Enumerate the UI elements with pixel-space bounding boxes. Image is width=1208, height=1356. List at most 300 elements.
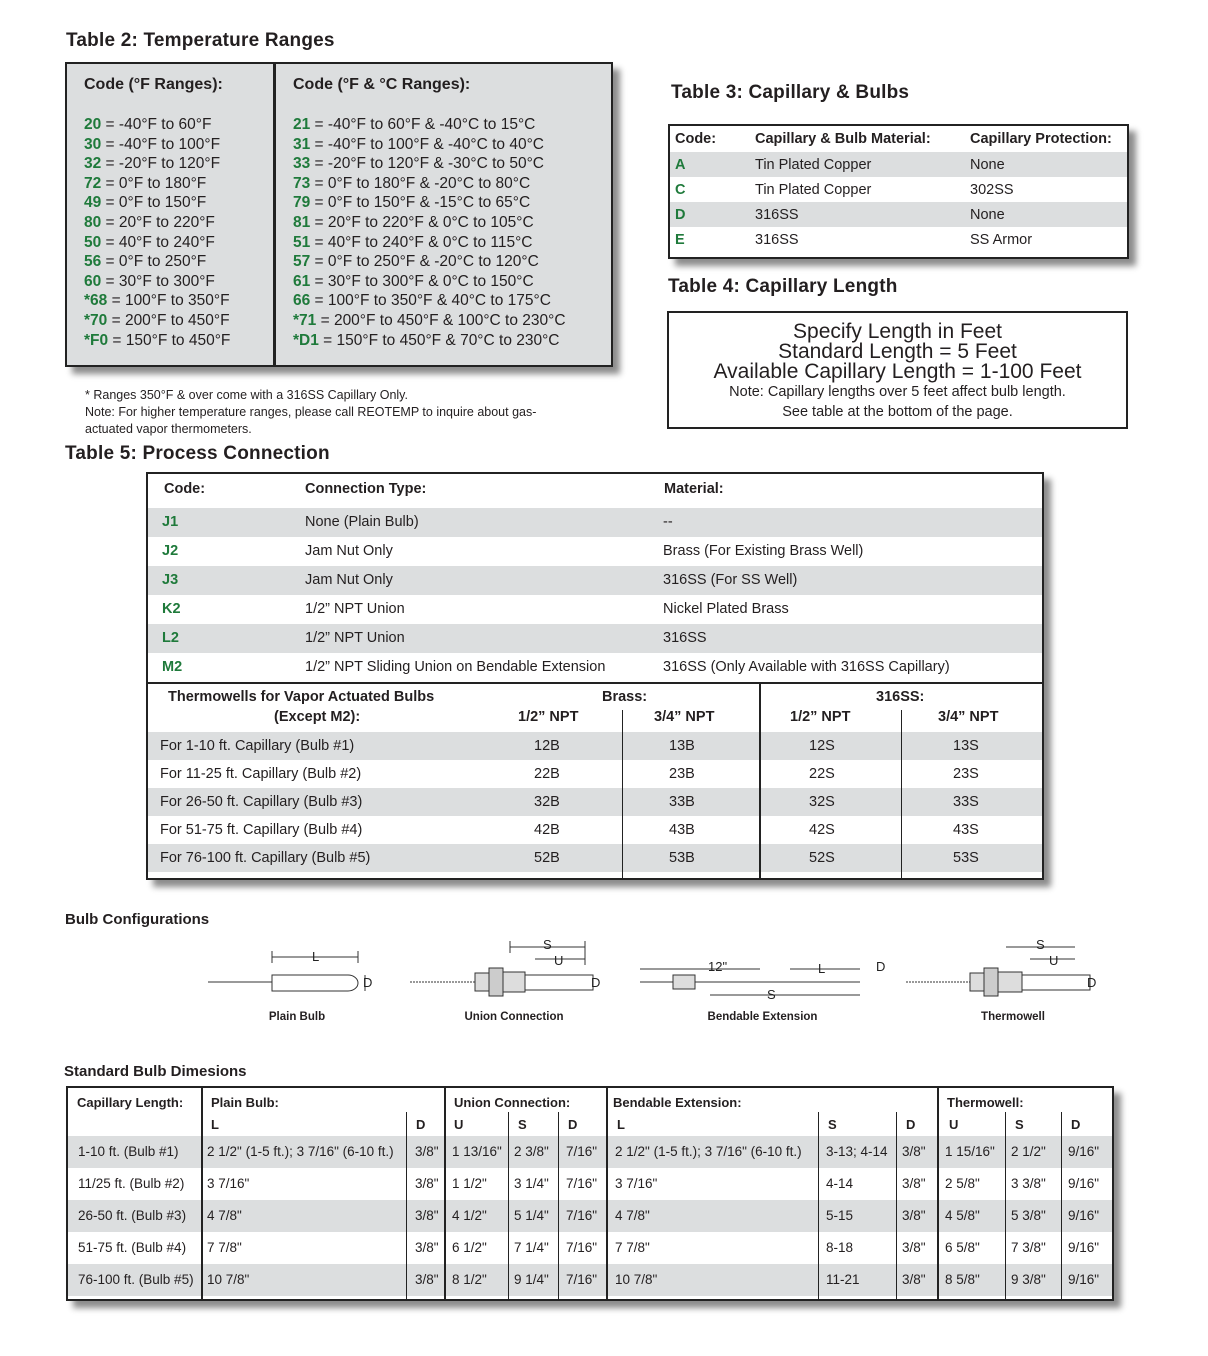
ss-3q-value: 43S [953, 822, 979, 838]
dim-twU: 8 5/8" [945, 1272, 980, 1287]
connection-row [148, 566, 1042, 595]
range-code: 81 [293, 213, 311, 231]
temperature-ranges-table [65, 62, 613, 367]
std-divider-be2 [896, 1112, 897, 1299]
union-U: U [554, 953, 564, 968]
connection-type: 1/2” NPT Sliding Union on Bendable Extension [305, 659, 606, 675]
capillary-row [670, 177, 1127, 202]
range-text: = 150°F to 450°F & 70°C to 230°C [318, 331, 560, 349]
table3-header-protection: Capillary Protection: [970, 131, 1112, 147]
range-text: = 150°F to 450°F [108, 331, 231, 349]
range-code: *F0 [84, 331, 109, 349]
capillary-protection: None [965, 152, 1127, 177]
capillary-length-box [667, 311, 1128, 429]
range-row [84, 331, 230, 351]
length-line3: Available Capillary Length = 1-100 Feet [713, 360, 1082, 383]
thermowell-subtitle: (Except M2): [274, 709, 361, 725]
range-code: 80 [84, 213, 102, 231]
dim-twD: 9/16" [1068, 1272, 1100, 1287]
range-text: = 30°F to 300°F [101, 272, 215, 290]
range-code: 49 [84, 194, 102, 212]
range-code: 73 [293, 174, 311, 192]
range-text: = 20°F to 220°F [101, 213, 215, 231]
range-row [84, 233, 230, 253]
capillary-row [670, 227, 1127, 252]
ss-label: 316SS: [876, 689, 925, 705]
range-code: 60 [84, 272, 102, 290]
dimension-row [68, 1168, 1112, 1200]
range-text: = -40°F to 60°F & -40°C to 15°C [310, 116, 536, 133]
connection-code: J3 [162, 572, 179, 588]
range-code: 30 [84, 135, 102, 153]
table5-header-material: Material: [664, 481, 724, 497]
union-connection-label: Union Connection [464, 1011, 564, 1023]
range-text: = 200°F to 450°F & 100°C to 230°C [316, 311, 566, 329]
std-divider-tw1 [1005, 1112, 1006, 1299]
range-code: 32 [84, 155, 102, 173]
dim-twD: 9/16" [1068, 1240, 1100, 1255]
dim-len: 11/25 ft. (Bulb #2) [78, 1176, 185, 1191]
brass-half-value: 52B [534, 850, 560, 866]
thermowell-row [148, 816, 1042, 844]
thermowell-row [148, 760, 1042, 788]
connection-type: Jam Nut Only [305, 572, 393, 588]
table3-header-code: Code: [675, 131, 717, 147]
range-code: 56 [84, 253, 102, 271]
range-row [293, 252, 566, 272]
dim-twD: 9/16" [1068, 1176, 1100, 1191]
std-header-thermowell: Thermowell: [947, 1095, 1024, 1110]
ss-3q-value: 33S [953, 794, 979, 810]
range-code: *70 [84, 311, 108, 329]
range-text: = -20°F to 120°F & -30°C to 50°C [310, 155, 544, 173]
range-row [293, 213, 566, 233]
capillary-material: Tin Plated Copper [750, 152, 965, 177]
dim-ucD: 7/16" [566, 1144, 598, 1159]
dim-ucU: 1 13/16" [452, 1144, 502, 1159]
table3-title: Table 3: Capillary & Bulbs [671, 82, 910, 103]
dim-pbL: 3 7/16" [207, 1176, 250, 1191]
range-text: = 20°F to 220°F & 0°C to 105°C [310, 213, 534, 231]
range-row [84, 154, 230, 174]
std-header-bendable: Bendable Extension: [613, 1095, 742, 1110]
std-divider-pb [406, 1112, 407, 1299]
dim-pbL: 4 7/8" [207, 1208, 242, 1223]
std-divider-be1 [818, 1112, 819, 1299]
table2-footnotes [85, 387, 536, 438]
std-sub-be-L: L [617, 1117, 625, 1132]
brass-half-value: 22B [534, 766, 560, 782]
capillary-protection: None [965, 202, 1127, 227]
range-text: = 40°F to 240°F [101, 233, 215, 251]
connection-row [148, 653, 1042, 682]
range-row [84, 272, 230, 292]
dimension-row [68, 1136, 1112, 1168]
range-code: 61 [293, 272, 311, 290]
thermowell-label: For 26-50 ft. Capillary (Bulb #3) [160, 794, 363, 810]
dim-ucU: 6 1/2" [452, 1240, 487, 1255]
thermowell-U: U [1049, 953, 1059, 968]
table5-title: Table 5: Process Connection [65, 443, 330, 464]
thermowell-label: For 76-100 ft. Capillary (Bulb #5) [160, 850, 371, 866]
union-D: D [591, 975, 601, 990]
range-row [84, 174, 230, 194]
range-code: 33 [293, 155, 311, 173]
brass-col-divider [622, 710, 623, 878]
dim-twS: 7 3/8" [1011, 1240, 1046, 1255]
bendable-D: D [876, 959, 886, 974]
connection-type: Jam Nut Only [305, 543, 393, 559]
f-ranges-list [84, 115, 230, 350]
dim-ucS: 3 1/4" [514, 1176, 549, 1191]
std-sub-uc-U: U [454, 1117, 464, 1132]
range-text: = -40°F to 100°F [101, 135, 221, 153]
table5-header-code: Code: [164, 481, 206, 497]
range-row [293, 174, 566, 194]
connection-row [148, 595, 1042, 624]
dim-len: 51-75 ft. (Bulb #4) [78, 1240, 187, 1255]
range-row [84, 311, 230, 331]
dim-twU: 4 5/8" [945, 1208, 980, 1223]
range-text: = 200°F to 450°F [107, 311, 230, 329]
std-sub-uc-D: D [568, 1117, 578, 1132]
brass-half-npt: 1/2” NPT [518, 709, 579, 725]
capillary-code: A [670, 152, 750, 177]
range-text: = 0°F to 150°F & -15°C to 65°C [310, 194, 531, 212]
footnote-note-cont: actuated vapor thermometers. [85, 422, 252, 436]
dim-twU: 2 5/8" [945, 1176, 980, 1191]
std-divider-4 [937, 1088, 939, 1299]
dim-ucD: 7/16" [566, 1176, 598, 1191]
dim-ucU: 8 1/2" [452, 1272, 487, 1287]
dim-len: 76-100 ft. (Bulb #5) [78, 1272, 194, 1287]
dim-beS: 5-15 [826, 1208, 854, 1223]
brass-3q-value: 43B [669, 822, 695, 838]
dim-beD: 3/8" [902, 1208, 926, 1223]
std-sub-pb-D: D [416, 1117, 426, 1132]
range-code: 50 [84, 233, 102, 251]
range-row [84, 135, 230, 155]
std-sub-uc-S: S [518, 1117, 527, 1132]
dim-twD: 9/16" [1068, 1208, 1100, 1223]
dim-ucD: 7/16" [566, 1240, 598, 1255]
dim-beL: 7 7/8" [615, 1240, 650, 1255]
range-text: = 100°F to 350°F [107, 292, 230, 310]
std-sub-be-S: S [828, 1117, 837, 1132]
range-row [293, 193, 566, 213]
dim-beS: 3-13; 4-14 [826, 1144, 888, 1159]
range-row [84, 252, 230, 272]
table5-header-row [148, 474, 1042, 508]
thermowell-label: Thermowell [981, 1011, 1045, 1023]
std-divider-tw2 [1061, 1112, 1062, 1299]
connection-code: J1 [162, 514, 179, 530]
connection-material: -- [663, 514, 673, 530]
std-sub-be-D: D [906, 1117, 916, 1132]
brass-3q-npt: 3/4” NPT [654, 709, 715, 725]
brass-3q-value: 53B [669, 850, 695, 866]
thermowell-D: D [1087, 975, 1097, 990]
bendable-S: S [767, 987, 776, 1002]
std-dims-title: Standard Bulb Dimesions [64, 1063, 247, 1080]
range-row [293, 331, 566, 351]
f-ranges-column [67, 64, 276, 365]
capillary-bulbs-table [668, 124, 1129, 259]
process-connection-table [146, 472, 1044, 880]
std-divider-2 [444, 1088, 446, 1299]
connection-code: J2 [162, 543, 179, 559]
ss-half-value: 52S [809, 850, 835, 866]
range-text: = -40°F to 60°F [101, 116, 212, 133]
brass-half-value: 12B [534, 738, 560, 754]
range-code: 31 [293, 135, 311, 153]
dim-ucS: 5 1/4" [514, 1208, 549, 1223]
dim-twS: 2 1/2" [1011, 1144, 1046, 1159]
range-row [293, 233, 566, 253]
ss-col-divider [901, 710, 902, 878]
std-sub-tw-D: D [1071, 1117, 1081, 1132]
bendable-extension-diagram [640, 959, 885, 1002]
range-text: = -40°F to 100°F & -40°C to 40°C [310, 135, 544, 153]
connection-row [148, 537, 1042, 566]
bulb-config-diagrams [200, 935, 1120, 1005]
range-text: = 30°F to 300°F & 0°C to 150°C [310, 272, 534, 290]
range-text: = 0°F to 150°F [101, 194, 207, 212]
dim-beD: 3/8" [902, 1272, 926, 1287]
capillary-row [670, 202, 1127, 227]
dim-beL: 2 1/2" (1-5 ft.); 3 7/16" (6-10 ft.) [615, 1144, 802, 1159]
dim-pbL: 10 7/8" [207, 1272, 250, 1287]
range-text: = 100°F to 350°F & 40°C to 175°C [310, 292, 551, 310]
std-header-union: Union Connection: [454, 1095, 571, 1110]
capillary-protection: 302SS [970, 181, 1014, 198]
connection-material: 316SS (For SS Well) [663, 572, 798, 588]
dimension-row [68, 1264, 1112, 1296]
capillary-code: E [675, 231, 685, 248]
thermowell-S: S [1036, 937, 1045, 952]
dim-len: 26-50 ft. (Bulb #3) [78, 1208, 187, 1223]
thermowell-diagram [906, 937, 1096, 996]
brass-3q-value: 33B [669, 794, 695, 810]
thermowell-row [148, 732, 1042, 760]
range-text: = 0°F to 250°F [101, 253, 207, 271]
dim-ucD: 7/16" [566, 1272, 598, 1287]
connection-row [148, 624, 1042, 653]
ss-half-npt: 1/2” NPT [790, 709, 851, 725]
thermowell-row [148, 788, 1042, 816]
capillary-material: 316SS [755, 231, 799, 248]
std-sub-tw-U: U [949, 1117, 959, 1132]
dim-twD: 9/16" [1068, 1144, 1100, 1159]
connection-type: 1/2” NPT Union [305, 601, 405, 617]
std-sub-tw-S: S [1015, 1117, 1024, 1132]
length-line2: Standard Length = 5 Feet [778, 340, 1017, 363]
connection-code: M2 [162, 659, 183, 675]
table4-title: Table 4: Capillary Length [668, 276, 898, 297]
footnote-asterisk: * Ranges 350°F & over come with a 316SS Capillary Only. [85, 388, 408, 402]
plain-bulb-label: Plain Bulb [268, 1011, 326, 1023]
fc-ranges-column [276, 64, 611, 365]
std-sub-pb-L: L [211, 1117, 219, 1132]
dim-pbD: 3/8" [415, 1208, 439, 1223]
brass-ss-divider [759, 684, 761, 878]
ss-3q-npt: 3/4” NPT [938, 709, 999, 725]
connection-code: L2 [162, 630, 179, 646]
bulb-configs-title: Bulb Configurations [65, 911, 210, 928]
range-code: 21 [293, 116, 311, 133]
connection-row [148, 508, 1042, 537]
range-code: 51 [293, 233, 311, 251]
thermowell-label: For 11-25 ft. Capillary (Bulb #2) [160, 766, 362, 782]
standard-bulb-dimensions-table [66, 1086, 1114, 1301]
dim-pbD: 3/8" [415, 1176, 439, 1191]
dim-pbD: 3/8" [415, 1240, 439, 1255]
brass-half-value: 32B [534, 794, 560, 810]
dim-beL: 3 7/16" [615, 1176, 658, 1191]
plain-bulb-D: D [363, 975, 373, 990]
std-divider-1 [201, 1088, 203, 1299]
dim-twU: 6 5/8" [945, 1240, 980, 1255]
range-code: *71 [293, 311, 317, 329]
dim-ucU: 4 1/2" [452, 1208, 487, 1223]
dim-ucS: 2 3/8" [514, 1144, 549, 1159]
dim-twS: 5 3/8" [1011, 1208, 1046, 1223]
connection-type: 1/2” NPT Union [305, 630, 405, 646]
table3-header-row [670, 126, 1127, 152]
ss-half-value: 22S [809, 766, 835, 782]
range-row [293, 154, 566, 174]
thermowell-title: Thermowells for Vapor Actuated Bulbs [168, 689, 435, 705]
f-ranges-header: Code (°F Ranges): [84, 76, 223, 93]
dimension-row [68, 1232, 1112, 1264]
capillary-row [670, 152, 1127, 177]
fc-ranges-header: Code (°F & °C Ranges): [293, 76, 471, 93]
range-text: = 0°F to 180°F & -20°C to 80°C [310, 174, 531, 192]
capillary-code: C [675, 181, 686, 198]
range-code: 57 [293, 253, 311, 271]
std-header-plain: Plain Bulb: [211, 1095, 279, 1110]
bendable-L: L [818, 961, 826, 976]
dim-len: 1-10 ft. (Bulb #1) [78, 1144, 179, 1159]
dim-ucS: 9 1/4" [514, 1272, 549, 1287]
length-see-table: See table at the bottom of the page. [782, 404, 1013, 420]
range-text: = 40°F to 240°F & 0°C to 115°C [310, 233, 533, 251]
dim-pbD: 3/8" [415, 1144, 439, 1159]
dim-beD: 3/8" [902, 1144, 926, 1159]
union-S: S [543, 937, 552, 952]
range-row [293, 135, 566, 155]
range-row [293, 272, 566, 292]
range-code: *68 [84, 292, 108, 310]
dim-beD: 3/8" [902, 1176, 926, 1191]
dim-beS: 11-21 [826, 1272, 860, 1287]
range-row [293, 115, 566, 135]
std-header-capillary: Capillary Length: [77, 1095, 184, 1110]
thermowell-row [148, 844, 1042, 872]
capillary-code: D [670, 202, 750, 227]
range-code: 79 [293, 194, 311, 212]
ss-3q-value: 13S [953, 738, 979, 754]
range-row [84, 193, 230, 213]
dim-ucD: 7/16" [566, 1208, 598, 1223]
dim-beS: 8-18 [826, 1240, 854, 1255]
connection-material: Brass (For Existing Brass Well) [663, 543, 864, 559]
dim-pbL: 2 1/2" (1-5 ft.); 3 7/16" (6-10 ft.) [207, 1144, 394, 1159]
connection-type: None (Plain Bulb) [305, 514, 419, 530]
dim-beS: 4-14 [826, 1176, 854, 1191]
dim-twS: 3 3/8" [1011, 1176, 1046, 1191]
range-text: = 0°F to 180°F [101, 174, 207, 192]
range-row [293, 311, 566, 331]
range-row [84, 115, 230, 135]
thermowell-label: For 51-75 ft. Capillary (Bulb #4) [160, 822, 363, 838]
dim-twS: 9 3/8" [1011, 1272, 1046, 1287]
bendable-extension-label: Bendable Extension [707, 1011, 818, 1023]
ss-half-value: 32S [809, 794, 835, 810]
range-code: 66 [293, 292, 311, 310]
thermowell-label: For 1-10 ft. Capillary (Bulb #1) [160, 738, 355, 754]
length-note: Note: Capillary lengths over 5 feet affect bulb length. [729, 384, 1066, 400]
range-code: 72 [84, 174, 102, 192]
table5-divider [148, 682, 1042, 684]
range-row [84, 213, 230, 233]
dim-ucS: 7 1/4" [514, 1240, 549, 1255]
ss-3q-value: 53S [953, 850, 979, 866]
brass-label: Brass: [602, 689, 648, 705]
dim-beD: 3/8" [902, 1240, 926, 1255]
dim-beL: 10 7/8" [615, 1272, 658, 1287]
brass-3q-value: 23B [669, 766, 695, 782]
plain-bulb-L: L [312, 949, 320, 964]
table3-header-material: Capillary & Bulb Material: [755, 131, 931, 147]
range-row [84, 291, 230, 311]
connection-material: 316SS (Only Available with 316SS Capillary) [663, 659, 950, 675]
table5-header-type: Connection Type: [305, 481, 427, 497]
dim-pbD: 3/8" [415, 1272, 439, 1287]
dim-beL: 4 7/8" [615, 1208, 650, 1223]
capillary-protection: SS Armor [970, 231, 1033, 248]
dimension-row [68, 1200, 1112, 1232]
range-code: 20 [84, 116, 102, 133]
range-text: = -20°F to 120°F [101, 155, 221, 173]
union-connection-diagram [410, 937, 600, 996]
std-divider-uc2 [558, 1112, 559, 1299]
brass-3q-value: 13B [669, 738, 695, 754]
brass-half-value: 42B [534, 822, 560, 838]
fc-ranges-list [293, 115, 566, 350]
std-divider-uc1 [508, 1112, 509, 1299]
range-text: = 0°F to 250°F & -20°C to 120°C [310, 253, 539, 271]
bendable-12: 12" [708, 959, 728, 974]
length-line1: Specify Length in Feet [793, 320, 1002, 343]
connection-material: Nickel Plated Brass [663, 601, 789, 617]
ss-3q-value: 23S [953, 766, 979, 782]
table2-title: Table 2: Temperature Ranges [66, 30, 335, 51]
connection-material: 316SS [663, 630, 707, 646]
ss-half-value: 42S [809, 822, 835, 838]
capillary-material: Tin Plated Copper [755, 181, 872, 198]
range-row [293, 291, 566, 311]
plain-bulb-diagram [208, 949, 372, 991]
dim-twU: 1 15/16" [945, 1144, 995, 1159]
std-divider-3 [606, 1088, 608, 1299]
footnote-note: Note: For higher temperature ranges, please call REOTEMP to inquire about gas- [85, 405, 537, 419]
range-code: *D1 [293, 331, 319, 349]
dim-pbL: 7 7/8" [207, 1240, 242, 1255]
connection-code: K2 [162, 601, 181, 617]
ss-half-value: 12S [809, 738, 835, 754]
dim-ucU: 1 1/2" [452, 1176, 487, 1191]
